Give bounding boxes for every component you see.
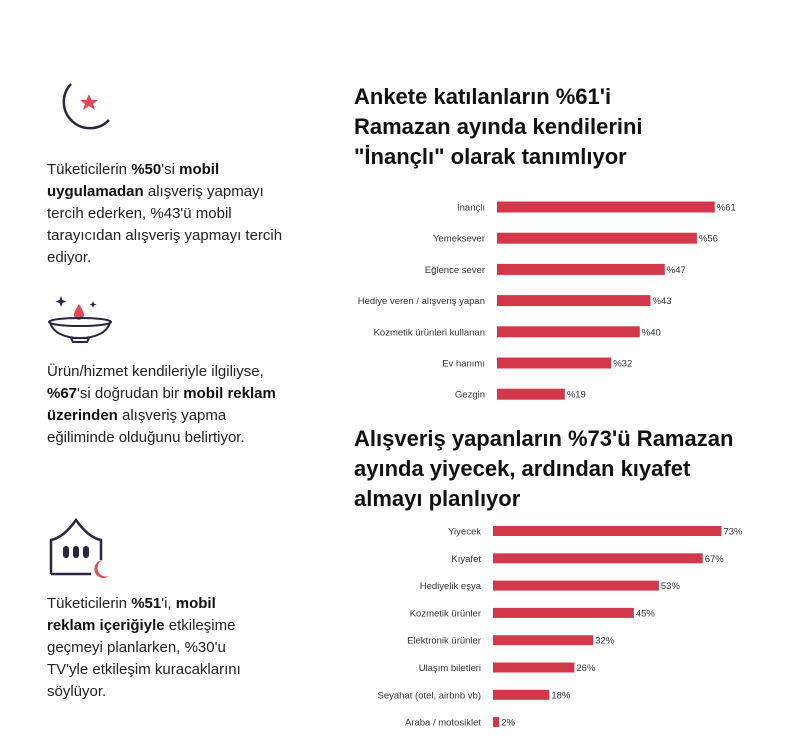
chart2-title: Alışveriş yapanların %73'ü Ramazan ayında yiyecek, ardından kıyafet almayı planlıyor — [354, 426, 734, 511]
chart2-value-label: 67% — [704, 553, 724, 565]
mosque-crescent-icon — [47, 514, 113, 580]
chart1-value-label: %47 — [666, 264, 686, 276]
chart1-category-label: Gezgin — [454, 389, 485, 401]
chart1-value-label: %40 — [641, 327, 661, 339]
chart2-bar — [493, 526, 721, 536]
chart2-value-label: 45% — [635, 608, 655, 620]
chart1-value-label: %32 — [613, 358, 633, 370]
chart2-value-label: 18% — [551, 690, 571, 702]
chart1-bar — [497, 358, 611, 369]
chart2-category-label: Elektronik ürünler — [407, 635, 481, 647]
chart1-bar — [497, 295, 651, 306]
chart1-value-label: %61 — [716, 202, 736, 214]
chart1-value-label: %19 — [566, 389, 586, 401]
chart1-value-label: %43 — [652, 296, 672, 308]
chart2-category-label: Kozmetik ürünler — [409, 608, 481, 620]
stat-mobile-ad-engagement: Tüketicilerin %51'i, mobil reklam içeriğiyle etkileşime geçmeyi planlarken, %30'u TV'yle etkileşim kuracaklarını söylüyor. — [47, 595, 241, 700]
chart2-category-label: Kıyafet — [451, 553, 481, 565]
stat-mobile-ad-purchase: Ürün/hizmet kendileriyle ilgiliyse, %67'si doğrudan bir mobil reklam üzerinden alışveriş yapma eğiliminde olduğunu belirtiyor. — [47, 363, 276, 446]
chart1-bar — [497, 326, 640, 337]
chart1-category-label: Kozmetik ürünleri kullanan — [373, 327, 485, 339]
chart1-bar — [497, 233, 697, 244]
chart1-bar — [497, 264, 665, 275]
chart2-value-label: 53% — [660, 581, 680, 593]
crescent-star-icon — [47, 78, 113, 144]
chart2-value-label: 73% — [723, 526, 743, 538]
chart1-bar — [497, 202, 715, 213]
chart2-category-label: Seyahat (otel, airbnb vb) — [377, 690, 481, 702]
chart2-category-label: Yiyecek — [448, 526, 481, 538]
chart1-category-label: Yemeksever — [433, 233, 485, 245]
chart1-category-label: Eğlence sever — [424, 264, 485, 276]
chart2-bar — [493, 663, 574, 673]
chart2-value-label: 26% — [576, 663, 596, 674]
chart1-title: Ankete katılanların %61'i Ramazan ayında kendilerini "İnançlı" olarak tanımlıyor — [354, 84, 643, 169]
chart2-bar — [493, 608, 634, 618]
chart1-category-label: Ev hanımı — [442, 358, 485, 370]
chart2-category-label: Araba / motosiklet — [404, 717, 481, 729]
chart1-category-label: Hediye veren / alışveriş yapan — [357, 296, 485, 308]
chart1 — [330, 195, 780, 410]
chart2-category-label: Ulaşım biletleri — [418, 663, 481, 674]
chart2-value-label: 2% — [501, 717, 515, 729]
chart1-bar — [497, 389, 565, 400]
chart2 — [330, 520, 780, 735]
chart1-value-label: %56 — [698, 233, 718, 245]
chart2-bar — [493, 581, 659, 591]
chart1-category-label: İnançlı — [457, 202, 485, 214]
chart2-bar — [493, 553, 703, 563]
oil-lamp-icon — [47, 292, 115, 344]
chart2-bar — [493, 635, 593, 645]
chart2-bar — [493, 717, 499, 727]
chart2-category-label: Hediyelik eşya — [419, 581, 481, 593]
chart2-bar — [493, 690, 549, 700]
chart2-value-label: 32% — [595, 635, 615, 647]
stat-mobile-app: Tüketicilerin %50'si mobil uygulamadan alışveriş yapmayı tercih ederken, %43'ü mobil tarayıcıdan alışveriş yapmayı tercih ediyor. — [47, 161, 283, 266]
